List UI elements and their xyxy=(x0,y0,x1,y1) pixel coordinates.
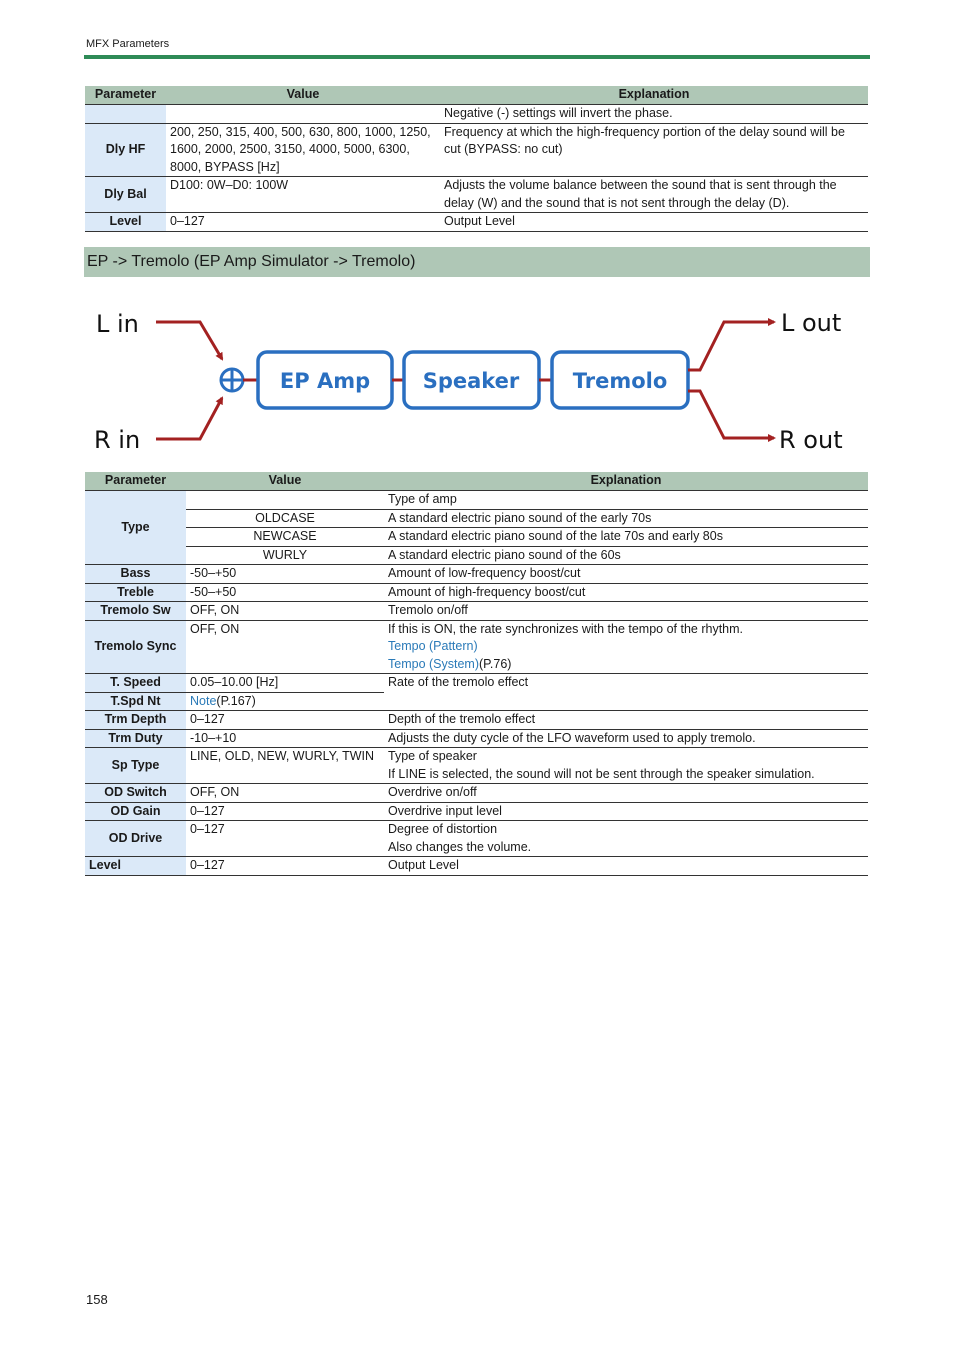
param-value xyxy=(186,692,384,711)
delay-params-table xyxy=(85,86,868,232)
explanation-text: If this is ON, the rate synchronizes with the tempo of the rhythm. xyxy=(388,621,744,636)
l-in-arrow xyxy=(156,322,222,359)
param-explanation: A standard electric piano sound of the 60s xyxy=(384,546,868,565)
explanation-line: Degree of distortion xyxy=(388,822,498,836)
table-row xyxy=(85,123,868,177)
param-name: OD Drive xyxy=(85,821,186,857)
table-row xyxy=(85,583,868,602)
table-row xyxy=(85,177,868,213)
section-heading: EP -> Tremolo (EP Amp Simulator -> Tremolo) xyxy=(84,247,870,277)
param-value: WURLY xyxy=(186,546,384,565)
param-name: Level xyxy=(85,213,166,232)
tempo-system-link[interactable]: Tempo (System) xyxy=(388,656,479,671)
param-explanation: Output Level xyxy=(440,213,868,232)
explanation-line: Also changes the volume. xyxy=(388,839,532,854)
param-explanation: Amount of low-frequency boost/cut xyxy=(384,565,868,584)
table-row xyxy=(85,711,868,730)
table-row xyxy=(85,509,868,528)
param-value: OFF, ON xyxy=(186,602,384,621)
param-name: Treble xyxy=(85,583,186,602)
param-name: Tremolo Sync xyxy=(85,620,186,674)
header-rule xyxy=(84,55,870,59)
l-in-label: L in xyxy=(96,310,139,338)
param-value xyxy=(166,105,440,124)
param-explanation: Amount of high-frequency boost/cut xyxy=(384,583,868,602)
table-row xyxy=(85,857,868,876)
table-row xyxy=(85,729,868,748)
page-number: 158 xyxy=(86,1292,108,1307)
col-header-explanation: Explanation xyxy=(384,472,868,491)
param-value: 200, 250, 315, 400, 500, 630, 800, 1000, 1250, 1600, 2000, 2500, 3150, 4000, 5000, 6300, 8000, BYPASS [Hz] xyxy=(166,123,440,177)
param-name xyxy=(85,105,166,124)
param-value: OFF, ON xyxy=(186,620,384,674)
param-explanation: A standard electric piano sound of the early 70s xyxy=(384,509,868,528)
param-value: D100: 0W–D0: 100W xyxy=(166,177,440,213)
param-value: NEWCASE xyxy=(186,528,384,547)
table-row xyxy=(85,821,868,857)
param-explanation: Overdrive input level xyxy=(384,802,868,821)
param-name: OD Gain xyxy=(85,802,186,821)
param-value: 0–127 xyxy=(186,821,384,857)
r-out-arrow xyxy=(688,391,774,438)
param-name: Dly HF xyxy=(85,123,166,177)
running-header: MFX Parameters xyxy=(86,38,170,50)
tremolo-label: Tremolo xyxy=(572,369,668,393)
param-value: OFF, ON xyxy=(186,784,384,803)
table-row xyxy=(85,528,868,547)
table-row xyxy=(85,620,868,674)
param-value: -10–+10 xyxy=(186,729,384,748)
page-reference: (P.167) xyxy=(216,693,256,708)
col-header-parameter: Parameter xyxy=(85,472,186,491)
param-explanation xyxy=(384,620,868,674)
table-row xyxy=(85,674,868,693)
param-value: LINE, OLD, NEW, WURLY, TWIN xyxy=(186,748,384,784)
param-name: Bass xyxy=(85,565,186,584)
table-header-row xyxy=(85,86,868,105)
table-row xyxy=(85,105,868,124)
signal-flow-diagram xyxy=(84,295,870,463)
param-name: Level xyxy=(85,857,186,876)
param-value: 0.05–10.00 [Hz] xyxy=(186,674,384,693)
param-value: -50–+50 xyxy=(186,565,384,584)
param-value: 0–127 xyxy=(166,213,440,232)
col-header-parameter: Parameter xyxy=(85,86,166,105)
param-value: 0–127 xyxy=(186,857,384,876)
explanation-line: Type of speaker xyxy=(388,749,477,763)
param-explanation: Negative (-) settings will invert the phase. xyxy=(440,105,868,124)
table-header-row xyxy=(85,472,868,491)
table-row xyxy=(85,602,868,621)
param-explanation: Rate of the tremolo effect xyxy=(384,674,868,711)
param-explanation: Overdrive on/off xyxy=(384,784,868,803)
col-header-value: Value xyxy=(186,472,384,491)
sum-icon xyxy=(221,369,243,391)
table-row xyxy=(85,565,868,584)
param-name: T.Spd Nt xyxy=(85,692,186,711)
ep-amp-label: EP Amp xyxy=(279,369,371,393)
param-explanation: Frequency at which the high-frequency portion of the delay sound will be cut (BYPASS: no cut) xyxy=(440,123,868,177)
param-explanation: Adjusts the duty cycle of the LFO waveform used to apply tremolo. xyxy=(384,729,868,748)
r-in-arrow xyxy=(156,398,222,439)
param-name: Tremolo Sw xyxy=(85,602,186,621)
param-explanation: Tremolo on/off xyxy=(384,602,868,621)
param-name: OD Switch xyxy=(85,784,186,803)
param-value xyxy=(186,491,384,510)
table-row xyxy=(85,748,868,784)
r-out-label: R out xyxy=(779,426,843,454)
param-explanation: Output Level xyxy=(384,857,868,876)
l-out-label: L out xyxy=(781,309,842,337)
param-value: 0–127 xyxy=(186,802,384,821)
param-name: Trm Depth xyxy=(85,711,186,730)
param-name: T. Speed xyxy=(85,674,186,693)
param-name: Dly Bal xyxy=(85,177,166,213)
param-explanation: A standard electric piano sound of the late 70s and early 80s xyxy=(384,528,868,547)
r-in-label: R in xyxy=(94,426,141,454)
param-value: -50–+50 xyxy=(186,583,384,602)
ep-tremolo-params-table xyxy=(85,472,868,876)
param-explanation: Depth of the tremolo effect xyxy=(384,711,868,730)
col-header-value: Value xyxy=(166,86,440,105)
param-explanation: Type of amp xyxy=(384,491,868,510)
param-name: Sp Type xyxy=(85,748,186,784)
explanation-line: If LINE is selected, the sound will not be sent through the speaker simulation. xyxy=(388,766,815,781)
speaker-label: Speaker xyxy=(422,369,520,393)
table-row xyxy=(85,491,868,510)
note-link[interactable]: Note xyxy=(190,693,217,708)
col-header-explanation: Explanation xyxy=(440,86,868,105)
table-row xyxy=(85,213,868,232)
param-value: OLDCASE xyxy=(186,509,384,528)
l-out-arrow xyxy=(688,322,774,370)
tempo-pattern-link[interactable]: Tempo (Pattern) xyxy=(388,639,478,653)
param-explanation xyxy=(384,748,868,784)
table-row xyxy=(85,784,868,803)
param-value: 0–127 xyxy=(186,711,384,730)
table-row xyxy=(85,546,868,565)
param-name: Trm Duty xyxy=(85,729,186,748)
param-explanation xyxy=(384,821,868,857)
param-name: Type xyxy=(85,491,186,565)
param-explanation: Adjusts the volume balance between the sound that is sent through the delay (W) and the sound that is not sent through the delay (D). xyxy=(440,177,868,213)
table-row xyxy=(85,802,868,821)
page-reference: (P.76) xyxy=(479,656,512,671)
